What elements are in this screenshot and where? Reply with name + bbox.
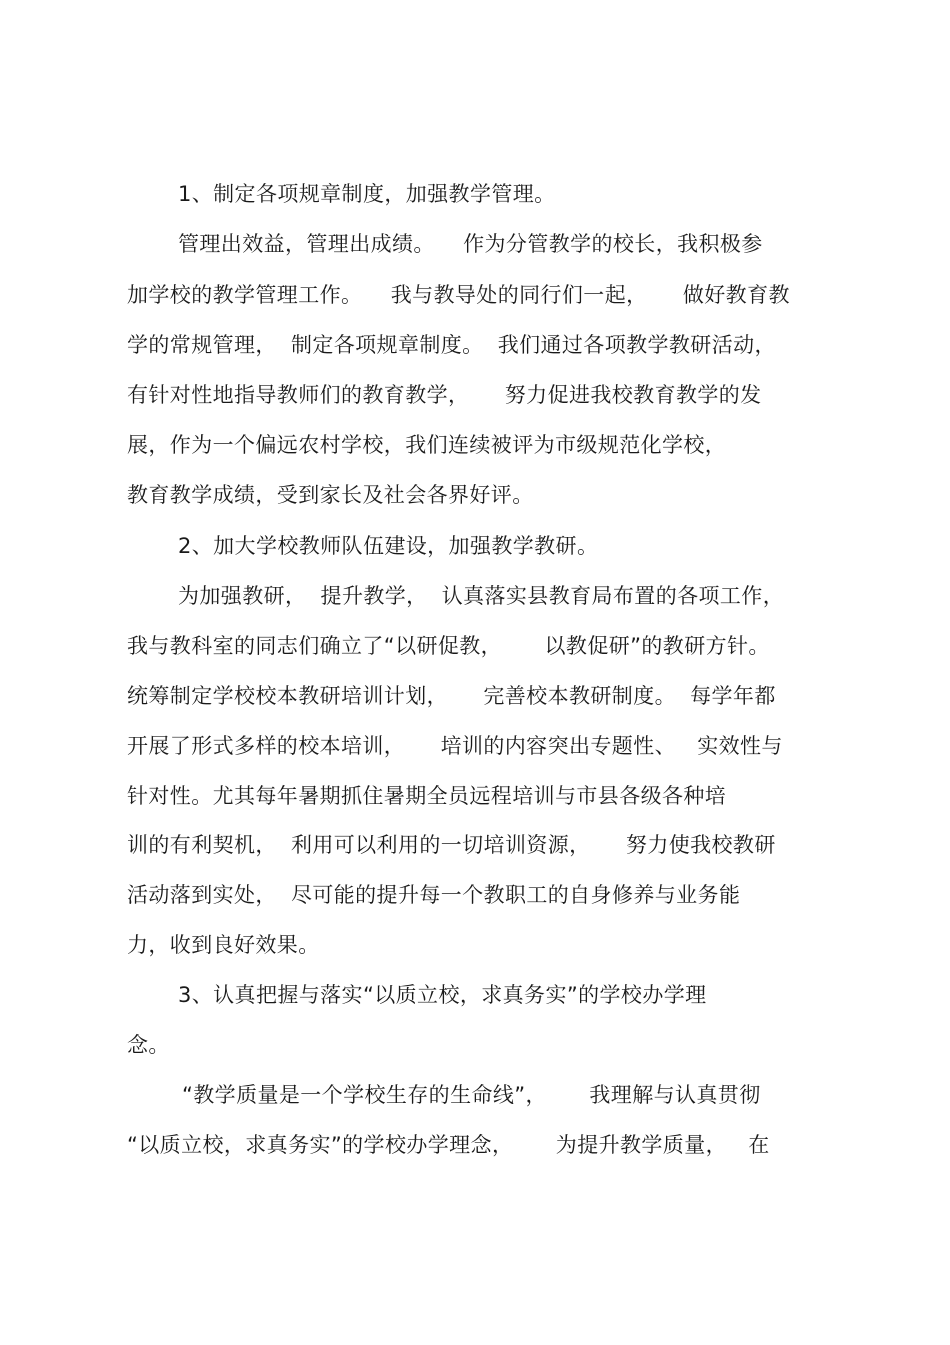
- paragraph-2-line-5: 针对性。尤其每年暑期抓住暑期全员远程培训与市县各级各种培: [127, 784, 727, 808]
- paragraph-2-line-8: 力，收到良好效果。: [127, 933, 320, 957]
- paragraph-2-line-2: 我与教科室的同志们确立了“以研促教， 以教促研”的教研方针。: [127, 634, 770, 658]
- paragraph-2-line-7: 活动落到实处， 尽可能的提升每一个教职工的自身修养与业务能: [127, 883, 741, 907]
- paragraph-1-line-1: 管理出效益，管理出成绩。 作为分管教学的校长，我积极参: [178, 232, 763, 256]
- heading-3-line-1: 3、认真把握与落实“以质立校，求真务实”的学校办学理: [178, 983, 707, 1007]
- heading-3-line-2: 念。: [127, 1033, 170, 1057]
- heading-2: 2、加大学校教师队伍建设，加强教学教研。: [178, 534, 599, 558]
- paragraph-2-line-1: 为加强教研， 提升教学， 认真落实县教育局布置的各项工作，: [178, 584, 785, 608]
- paragraph-2-line-4: 开展了形式多样的校本培训， 培训的内容突出专题性、 实效性与: [127, 734, 783, 758]
- paragraph-1-line-4: 有针对性地指导教师们的教育教学， 努力促进我校教育教学的发: [127, 383, 762, 407]
- paragraph-3-line-1: “教学质量是一个学校生存的生命线”， 我理解与认真贯彻: [182, 1083, 761, 1107]
- paragraph-1-line-3: 学的常规管理， 制定各项规章制度。 我们通过各项教学教研活动，: [127, 333, 776, 357]
- paragraph-1-line-6: 教育教学成绩，受到家长及社会各界好评。: [127, 483, 534, 507]
- paragraph-2-line-6: 训的有利契机， 利用可以利用的一切培训资源， 努力使我校教研: [127, 833, 776, 857]
- paragraph-1-line-5: 展，作为一个偏远农村学校，我们连续被评为市级规范化学校，: [127, 433, 727, 457]
- paragraph-2-line-3: 统筹制定学校校本教研培训计划， 完善校本教研制度。 每学年都: [127, 684, 776, 708]
- paragraph-3-line-2: “以质立校，求真务实”的学校办学理念， 为提升教学质量， 在: [127, 1133, 770, 1157]
- heading-1: 1、制定各项规章制度，加强教学管理。: [178, 182, 556, 206]
- paragraph-1-line-2: 加学校的教学管理工作。 我与教导处的同行们一起， 做好教育教: [127, 283, 790, 307]
